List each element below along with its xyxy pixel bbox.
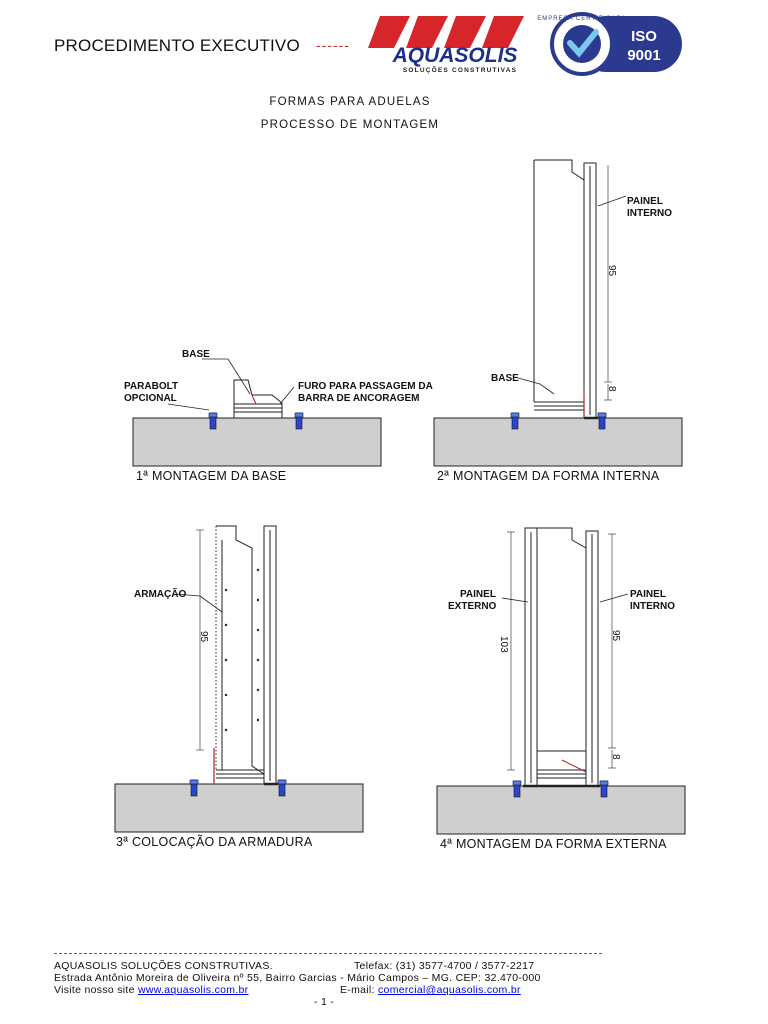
footer-address: Estrada Antônio Moreira de Oliveira nº 55, Bairro Garcias - Mário Campos – MG. CEP: 32.470-000 — [54, 972, 541, 984]
footer-site-line — [54, 984, 248, 996]
dimension-lines — [604, 165, 612, 400]
dimension-label: 103 — [498, 636, 509, 653]
website-link[interactable]: www.aquasolis.com.br — [138, 984, 249, 996]
email-link[interactable]: comercial@aquasolis.com.br — [378, 984, 521, 996]
parabolt-icon — [190, 780, 198, 796]
iso-number: 9001 — [627, 47, 661, 64]
figure-3-caption: 3ª COLOCAÇÃO DA ARMADURA — [116, 835, 313, 849]
dimension-label: 8 — [606, 386, 617, 392]
parabolt-icon — [278, 780, 286, 796]
footer-email-line — [340, 984, 521, 996]
parabolt-icon — [209, 413, 217, 429]
footer-site-prefix: Visite nosso site — [54, 984, 138, 996]
base-form — [234, 380, 282, 418]
callout-parabolt: PARABOLT — [124, 381, 179, 392]
concrete-slab — [437, 786, 685, 834]
parabolt-icon — [511, 413, 519, 429]
concrete-slab — [133, 418, 381, 466]
page-number: - 1 - — [314, 996, 335, 1008]
iso-label: ISO — [631, 28, 657, 45]
seal-text: EMPRESA CERTIFICADA — [537, 16, 627, 22]
parabolt-icon — [295, 413, 303, 429]
figure-2-caption: 2ª MONTAGEM DA FORMA INTERNA — [437, 469, 660, 483]
page-header-title: PROCEDIMENTO EXECUTIVO — [54, 36, 300, 55]
dimension-label: 95 — [610, 630, 621, 642]
footer-email-prefix: E-mail: — [340, 984, 378, 996]
concrete-slab — [434, 418, 682, 466]
dimension-label: 95 — [606, 265, 617, 277]
callout-internal-panel-2: INTERNO — [627, 208, 672, 219]
figure-3-reinforcement — [115, 526, 363, 832]
callout-anchor-bar: BARRA DE ANCORAGEM — [298, 393, 420, 404]
header-divider: ------ — [316, 37, 350, 53]
rebar-dots — [225, 569, 259, 731]
parabolt-icon — [598, 413, 606, 429]
callout-internal-panel: PAINEL — [627, 196, 663, 207]
parabolt-icon — [600, 781, 608, 797]
footer-company: AQUASOLIS SOLUÇÕES CONSTRUTIVAS. — [54, 960, 273, 972]
callout-external-panel: PAINEL — [460, 589, 496, 600]
figure-4-caption: 4ª MONTAGEM DA FORMA EXTERNA — [440, 837, 667, 851]
callout-base: BASE — [182, 349, 210, 360]
callout-base: BASE — [491, 373, 519, 384]
parabolt-icon — [513, 781, 521, 797]
callout-reinforcement: ARMAÇÃO — [134, 589, 187, 600]
dimension-label: 8 — [610, 754, 621, 760]
callout-internal-panel: PAINEL — [630, 589, 666, 600]
dimension-lines — [507, 532, 616, 770]
logo-tagline: SOLUÇÕES CONSTRUTIVAS — [402, 67, 518, 74]
document-subtitle: PROCESSO DE MONTAGEM — [260, 119, 440, 131]
dimension-label: 95 — [198, 631, 209, 643]
callout-optional: OPCIONAL — [124, 393, 177, 404]
footer-divider — [54, 953, 602, 954]
document-title: FORMAS PARA ADUELAS — [269, 96, 431, 108]
logo-wordmark: AQUASOLIS — [392, 44, 518, 67]
concrete-slab — [115, 784, 363, 832]
figure-4-external-form — [437, 528, 685, 834]
figure-1-caption: 1ª MONTAGEM DA BASE — [136, 469, 287, 483]
figure-1-base-assembly — [133, 359, 381, 466]
callout-internal-panel-2: INTERNO — [630, 601, 675, 612]
callout-external-panel-2: EXTERNO — [448, 601, 497, 612]
callout-anchor-hole: FURO PARA PASSAGEM DA — [298, 381, 433, 392]
footer-phone: Telefax: (31) 3577-4700 / 3577-2217 — [354, 960, 535, 972]
